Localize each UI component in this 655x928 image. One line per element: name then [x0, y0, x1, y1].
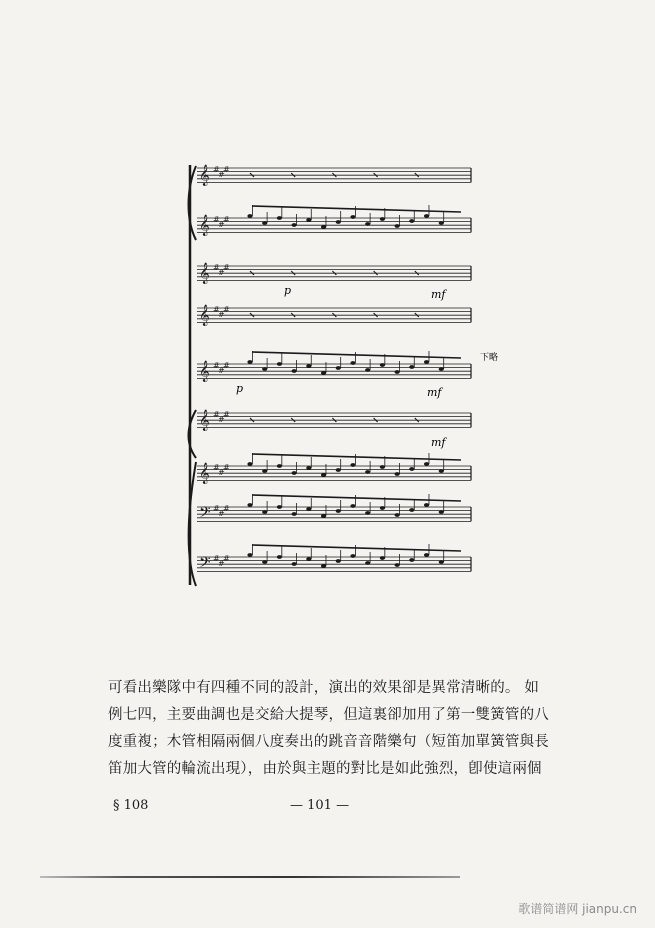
sharp-icon: # [218, 310, 225, 319]
sharp-icon: # [223, 263, 230, 272]
note-head [292, 562, 297, 566]
note-head [262, 367, 267, 371]
sharp-icon: # [223, 165, 230, 174]
clef-icon: 𝄞 [199, 165, 210, 186]
note-head [277, 555, 282, 559]
note-head [424, 214, 429, 218]
note-head [277, 464, 282, 468]
note-head [439, 510, 444, 514]
note-head [306, 364, 311, 368]
note-head [277, 216, 282, 220]
sharp-icon: # [223, 554, 230, 563]
note-head [439, 367, 444, 371]
sharp-icon: # [213, 165, 220, 174]
note-head [409, 219, 414, 223]
note-head [306, 218, 311, 222]
note-head [439, 560, 444, 564]
sharp-icon: # [218, 220, 225, 229]
sharp-icon: # [213, 463, 220, 472]
sharp-icon: # [223, 305, 230, 314]
note-head [365, 470, 370, 474]
note-head [321, 564, 326, 568]
beam [252, 454, 461, 460]
sharp-icon: # [213, 215, 220, 224]
beam [252, 206, 461, 212]
sharp-icon: # [223, 504, 230, 513]
note-head [424, 553, 429, 557]
note-head [247, 503, 252, 507]
note-head [365, 511, 370, 515]
sharp-icon: # [218, 268, 225, 277]
note-head [247, 214, 252, 218]
note-head [350, 361, 355, 365]
note-head [439, 221, 444, 225]
note-head [350, 463, 355, 467]
note-head [395, 513, 400, 517]
note-head [321, 473, 326, 477]
note-head [262, 560, 267, 564]
sharp-icon: # [213, 554, 220, 563]
sharp-icon: # [218, 415, 225, 424]
note-head [380, 556, 385, 560]
clef-icon: 𝄞 [199, 361, 210, 382]
note-head [409, 558, 414, 562]
note-head [292, 369, 297, 373]
note-head [321, 225, 326, 229]
sharp-icon: # [218, 509, 225, 518]
note-head [306, 466, 311, 470]
note-head [350, 504, 355, 508]
tempo-mark: 下略 [480, 353, 499, 363]
dynamic-mark: mf [431, 288, 446, 301]
note-head [424, 360, 429, 364]
note-head [395, 472, 400, 476]
sharp-icon: # [223, 410, 230, 419]
note-head [395, 370, 400, 374]
note-head [439, 469, 444, 473]
clef-icon: 𝄢 [199, 504, 211, 525]
note-head [395, 563, 400, 567]
note-head [292, 471, 297, 475]
site-watermark: 歌谱简谱网 jianpu.cn [518, 902, 637, 916]
sharp-icon: # [223, 215, 230, 224]
note-head [365, 222, 370, 226]
clef-icon: 𝄢 [199, 554, 211, 575]
beam [252, 352, 461, 358]
paragraph-line: 例七四，主要曲調也是交給大提琴，但這裏卻加用了第一雙簧管的八 [108, 707, 549, 723]
note-head [262, 510, 267, 514]
note-head [306, 507, 311, 511]
note-head [395, 224, 400, 228]
body-paragraph [108, 675, 558, 783]
note-head [409, 365, 414, 369]
note-head [292, 223, 297, 227]
note-head [247, 553, 252, 557]
scan-edge-line [40, 876, 460, 878]
sharp-icon: # [218, 559, 225, 568]
footnote-reference: § 108 [113, 798, 149, 813]
clef-icon: 𝄞 [199, 410, 210, 431]
note-head [380, 465, 385, 469]
sharp-icon: # [213, 361, 220, 370]
note-head [409, 508, 414, 512]
clef-icon: 𝄞 [199, 463, 210, 484]
note-head [336, 366, 341, 370]
paragraph-line: 可看出樂隊中有四種不同的設計，演出的效果卻是異常清晰的。 如 [108, 680, 540, 696]
paragraph-line: 笛加大管的輪流出現），由於與主題的對比是如此強烈，卽使這兩個 [108, 761, 542, 777]
note-head [336, 220, 341, 224]
note-head [424, 462, 429, 466]
sharp-icon: # [218, 170, 225, 179]
note-head [306, 557, 311, 561]
note-head [380, 506, 385, 510]
note-head [350, 554, 355, 558]
note-head [277, 505, 282, 509]
dynamic-mark: mf [427, 386, 442, 399]
note-head [277, 362, 282, 366]
note-head [262, 469, 267, 473]
dynamic-mark: mf [431, 436, 446, 449]
clef-icon: 𝄞 [199, 263, 210, 284]
note-head [409, 467, 414, 471]
note-head [247, 462, 252, 466]
note-head [380, 363, 385, 367]
sharp-icon: # [223, 463, 230, 472]
note-head [321, 514, 326, 518]
note-head [336, 559, 341, 563]
sharp-icon: # [213, 410, 220, 419]
note-head [336, 468, 341, 472]
note-head [350, 215, 355, 219]
clef-icon: 𝄞 [199, 305, 210, 326]
note-head [321, 371, 326, 375]
sharp-icon: # [213, 504, 220, 513]
sharp-icon: # [213, 263, 220, 272]
note-head [365, 561, 370, 565]
page-number: — 101 — [290, 798, 350, 813]
note-head [336, 509, 341, 513]
note-head [380, 217, 385, 221]
staff-systems [189, 165, 472, 586]
sharp-icon: # [213, 305, 220, 314]
dynamic-mark: p [236, 382, 244, 395]
note-head [247, 360, 252, 364]
note-head [424, 503, 429, 507]
sharp-icon: # [218, 366, 225, 375]
sharp-icon: # [223, 361, 230, 370]
beam [252, 495, 461, 501]
note-head [292, 512, 297, 516]
beam [252, 545, 461, 551]
sharp-icon: # [218, 468, 225, 477]
dynamic-mark: p [284, 284, 292, 297]
note-head [262, 221, 267, 225]
paragraph-line: 度重複；木管相隔兩個八度奏出的跳音音階樂句（短笛加單簧管與長 [108, 734, 549, 750]
clef-icon: 𝄞 [199, 215, 210, 236]
note-head [365, 368, 370, 372]
